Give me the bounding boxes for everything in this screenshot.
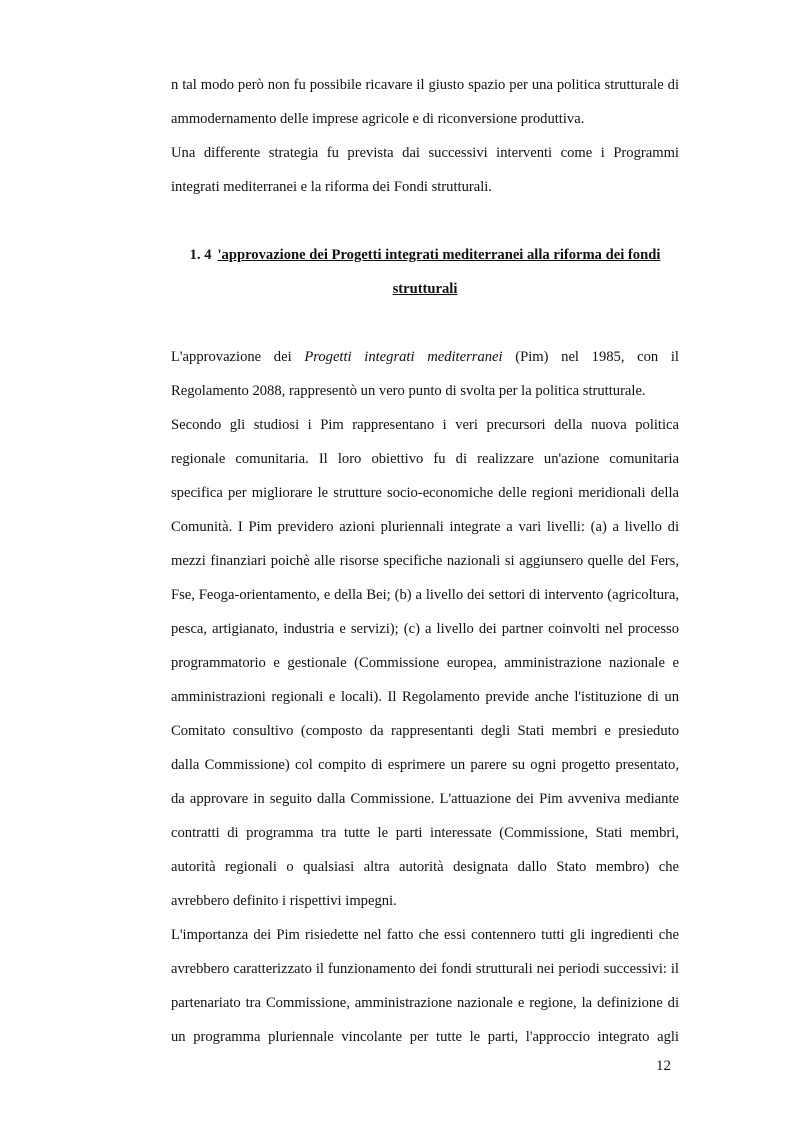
text-line: avrebbero definito i rispettivi impegni.: [171, 893, 397, 909]
text-line: specifica per migliorare le strutture socio-economiche delle regioni meridionali della: [171, 485, 679, 501]
paragraph-importanza: [171, 918, 679, 1054]
section-number: 1. 4: [189, 247, 212, 263]
text-line: amministrazioni regionali e locali). Il Regolamento previde anche l'istituzione di un: [171, 689, 679, 705]
text-line: un programma pluriennale vincolante per tutte le parti, l'approccio integrato agli: [171, 1029, 679, 1045]
text-line: ammodernamento delle imprese agricole e di riconversione produttiva.: [171, 111, 585, 127]
text-line: mezzi finanziari poichè alle risorse specifiche nazionali si aggiunsero quelle del Fers,: [171, 553, 679, 569]
text-line: [171, 340, 679, 374]
text-line: avrebbero caratterizzato il funzionamento dei fondi strutturali nei periodi successivi: il: [171, 961, 679, 977]
italic-term: Progetti integrati mediterranei: [304, 349, 503, 365]
text-line: partenariato tra Commissione, amministrazione nazionale e regione, la definizione di: [171, 995, 679, 1011]
text-line: Comunità. I Pim previdero azioni pluriennali integrate a vari livelli: (a) a livello di: [171, 519, 679, 535]
text-run: (Pim) nel 1985, con il: [515, 349, 679, 365]
text-run: L'approvazione dei: [171, 349, 292, 365]
text-line: regionale comunitaria. Il loro obiettivo fu di realizzare un'azione comunitaria: [171, 451, 679, 467]
section-title-line1: 'approvazione dei Progetti integrati mediterranei alla riforma dei fondi: [217, 247, 661, 263]
text-line: contratti di programma tra tutte le parti interessate (Commissione, Stati membri,: [171, 825, 679, 841]
section-title-line2: strutturali: [392, 281, 458, 297]
text-line: integrati mediterranei e la riforma dei Fondi strutturali.: [171, 179, 492, 195]
text-line: Comitato consultivo (composto da rappresentanti degli Stati membri e presieduto: [171, 723, 679, 739]
text-line: Secondo gli studiosi i Pim rappresentano i veri precursori della nuova politica: [171, 417, 679, 433]
paragraph-studiosi: [171, 408, 679, 918]
page-number: 12: [656, 1058, 671, 1074]
text-line: pesca, artigianato, industria e servizi); (c) a livello dei partner coinvolti nel processo: [171, 621, 679, 637]
document-page: [171, 68, 679, 1054]
paragraph-pim: [171, 340, 679, 408]
text-line: dalla Commissione) col compito di esprimere un parere su ogni progetto presentato,: [171, 757, 679, 773]
text-line: Una differente strategia fu prevista dai successivi interventi come i Programmi: [171, 145, 679, 161]
text-line: Regolamento 2088, rappresentò un vero punto di svolta per la politica strutturale.: [171, 383, 646, 399]
text-line: n tal modo però non fu possibile ricavare il giusto spazio per una politica strutturale di: [171, 77, 679, 93]
paragraph-strategy: [171, 136, 679, 204]
text-line: autorità regionali o qualsiasi altra autorità designata dallo Stato membro) che: [171, 859, 679, 875]
text-line: L'importanza dei Pim risiedette nel fatto che essi contennero tutti gli ingredienti che: [171, 927, 679, 943]
text-line: programmatorio e gestionale (Commissione europea, amministrazione nazionale e: [171, 655, 679, 671]
text-line: Fse, Feoga-orientamento, e della Bei; (b) a livello dei settori di intervento (agricoltura,: [171, 587, 679, 603]
section-heading: [171, 238, 679, 306]
text-line: da approvare in seguito dalla Commissione. L'attuazione dei Pim avveniva mediante: [171, 791, 679, 807]
paragraph-intro: [171, 68, 679, 136]
